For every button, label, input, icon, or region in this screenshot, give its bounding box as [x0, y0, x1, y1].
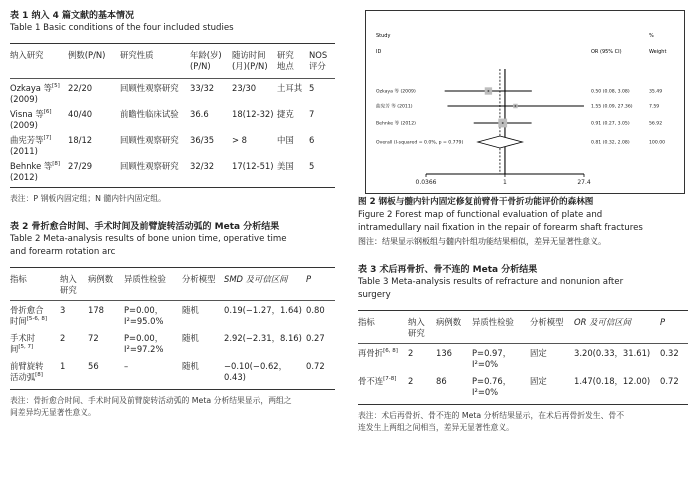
table1-body [10, 83, 335, 185]
table3-header-row [358, 317, 688, 339]
table2-header-cell: 指标 [10, 274, 27, 284]
study-weight-label: 7.59 [649, 104, 660, 110]
table1-header-cell: 随访时间 (月)(P/N) [232, 50, 268, 71]
table3-bottom-rule [358, 404, 688, 405]
forest-header-id: ID [376, 49, 382, 55]
table3-body [358, 348, 688, 402]
table3-header-cell: 纳入 研究 [408, 317, 425, 338]
overall-or-label: 0.81 (0.32, 2.08) [591, 140, 630, 146]
table-row: Behnke 等[8] (2012) 27/29 回顾性观察研究 32/32 17(12-51) 美国 5 [10, 161, 315, 182]
table1-title-cn: 表 1 纳入 4 篇文献的基本情况 [10, 11, 135, 21]
x-axis-tick-label: 0.0366 [415, 179, 437, 186]
overall-label: Overall (I-squared = 0.0%, p = 0.779) [376, 140, 464, 146]
study-weight-label: 35.49 [649, 89, 663, 95]
table2-top-rule [10, 267, 335, 268]
forest-plot-svg [366, 11, 684, 193]
table3-title-en: Table 3 Meta-analysis results of refracture and nonunion after surgery [358, 277, 624, 300]
forest-header-or: OR (95% CI) [591, 49, 622, 55]
study-label: Behnke 等 (2012) [376, 121, 416, 127]
table2-body [10, 305, 335, 387]
x-axis-tick-label: 27.4 [577, 179, 591, 186]
figure2-caption-note: 图注：结果显示钢板组与髓内针组功能结果相似，差异无显著性意义。 [358, 237, 606, 246]
table3-header-cell: 病例数 [436, 317, 462, 327]
table1-note: 表注：P 钢板内固定组；N 髓内针内固定组。 [10, 194, 166, 203]
table-row: 骨不连[7-8] 2 86 P=0.76， I²=0% 固定 1.47(0.18，12.00) 0.72 [358, 376, 679, 397]
left-column [10, 6, 335, 419]
table2-header-cell: SMD 及可信区间 [224, 274, 288, 284]
figure2-caption-en-2: intramedullary nail fixation in the repair of forearm shaft fractures [358, 223, 643, 233]
table3-header-rule [358, 343, 688, 344]
table-row: Visna 等[6] (2009) 40/40 前瞻性临床试验 36.6 18(12-32) 捷克 7 [10, 109, 315, 130]
forest-header-study: Study [376, 33, 391, 39]
table1-header-cell: 年龄(岁) (P/N) [190, 50, 222, 71]
table-row: 骨折愈合 时间[5-6, 8] 3 178 P=0.00， I²=95.0% 随机 0.19(−1.27，1.64) 0.80 [10, 305, 325, 326]
study-weight-label: 56.92 [649, 121, 663, 127]
table-row: Ozkaya 等[5] (2009) 22/20 回顾性观察研究 33/32 23/30 土耳其 5 [10, 83, 315, 104]
study-or-label: 1.55 (0.09, 27.36) [591, 104, 633, 110]
table2-note: 表注：骨折愈合时间、手术时间及前臂旋转活动弧的 Meta 分析结果显示，两组之 间差异均无显著性意义。 [10, 396, 292, 417]
table3-header-cell: 异质性检验 [472, 317, 514, 327]
table-row: 再骨折[6, 8] 2 136 P=0.97， I²=0% 固定 3.20(0.33，31.61) 0.32 [358, 348, 679, 369]
table3-header-cell: 指标 [358, 317, 375, 327]
table3-note: 表注：术后再骨折、骨不连的 Meta 分析结果显示，在术后再骨折发生、骨不 连发生上两组之间相当，差异无显著性意义。 [358, 411, 625, 432]
table2-title-cn: 表 2 骨折愈合时间、手术时间及前臂旋转活动弧的 Meta 分析结果 [10, 222, 280, 232]
table2-header-cell: 病例数 [88, 274, 114, 284]
table-row: 前臂旋转 活动弧[8] 1 56 – 随机 −0.10(−0.62，0.43) 0.72 [10, 361, 325, 382]
forest-header-pct: % [649, 33, 654, 39]
table1-bottom-rule [10, 187, 335, 188]
table1-header-cell: NOS 评分 [309, 50, 328, 71]
overall-weight-label: 100.00 [649, 140, 666, 146]
study-point [487, 90, 489, 92]
study-or-label: 0.50 (0.08, 3.08) [591, 89, 630, 95]
table2 [10, 274, 335, 296]
table2-header-row [10, 274, 335, 296]
table3-header-cell: OR 及可信区间 [574, 317, 631, 327]
table2-bottom-rule [10, 389, 335, 390]
study-point [502, 122, 504, 124]
forest-marks [376, 69, 665, 186]
table-row: 手术时 间[5, 7] 2 72 P=0.00， I²=97.2% 随机 2.92(−2.31，8.16) 0.27 [10, 333, 325, 354]
table2-header-cell: 异质性检验 [124, 274, 166, 284]
forest-header-weight: Weight [649, 49, 667, 55]
figure2-caption-en-1: Figure 2 Forest map of functional evaluation of plate and [358, 210, 603, 220]
study-label: 曲宪芳 等 (2011) [376, 104, 413, 110]
table1-header-row [10, 50, 335, 72]
table1-header-cell: 例数(P/N) [68, 50, 106, 60]
right-column [358, 196, 688, 434]
table1 [10, 50, 335, 72]
table3-title-cn: 表 3 术后再骨折、骨不连的 Meta 分析结果 [358, 265, 538, 275]
study-or-label: 0.91 (0.27, 3.05) [591, 121, 630, 127]
table1-header-cell: 纳入研究 [10, 50, 44, 60]
table2-header-cell: 分析模型 [182, 274, 216, 284]
table3-top-rule [358, 310, 688, 311]
table2-title-en: Table 2 Meta-analysis results of bone union time, operative time and forearm rotation arc [10, 234, 287, 257]
table1-top-rule [10, 43, 335, 44]
table3-header-cell: P [660, 317, 666, 327]
table1-header-cell: 研究性质 [120, 50, 154, 60]
table1-header-rule [10, 78, 335, 79]
table3-header-cell: 分析模型 [530, 317, 564, 327]
table1-header-cell: 研究 地点 [277, 50, 294, 71]
overall-diamond [478, 136, 523, 148]
table2-header-rule [10, 300, 335, 301]
table1-title-en: Table 1 Basic conditions of the four included studies [10, 23, 234, 33]
study-point [514, 105, 516, 107]
table3 [358, 317, 688, 339]
study-label: Ozkaya 等 (2009) [376, 89, 416, 95]
figure2-caption-cn: 图 2 钢板与髓内针内固定修复前臂骨干骨折功能评价的森林图 [358, 197, 594, 207]
x-axis-tick-label: 1 [503, 179, 507, 186]
table2-header-cell: 纳入 研究 [60, 274, 77, 295]
forest-plot [365, 10, 685, 194]
table2-header-cell: P [306, 274, 312, 284]
table-row: 曲宪芳等[7] (2011) 18/12 回顾性观察研究 36/35 > 8 中国 6 [10, 135, 315, 156]
